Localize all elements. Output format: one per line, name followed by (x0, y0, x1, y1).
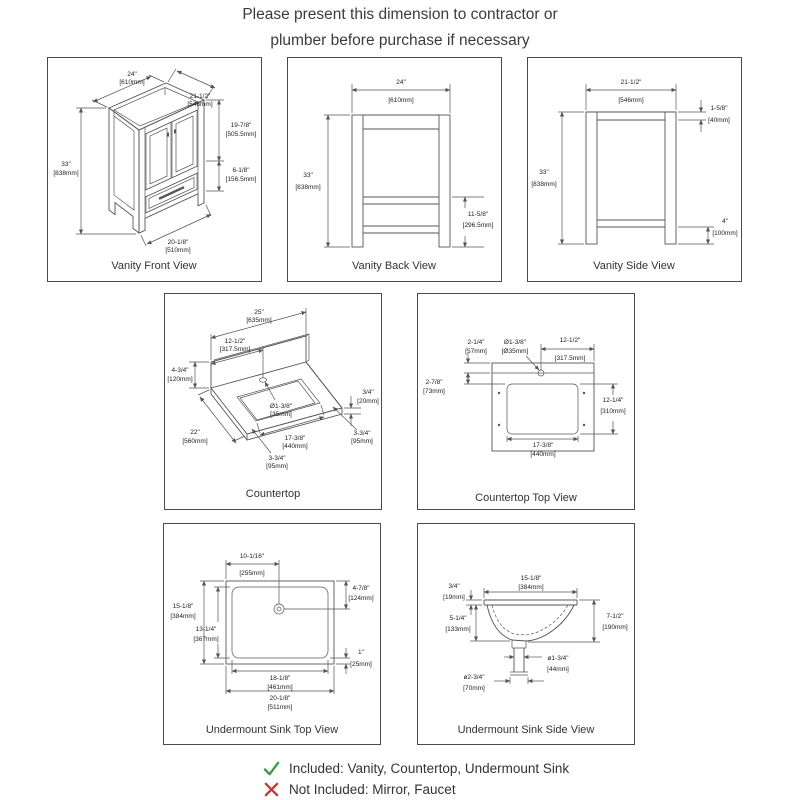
svg-text:[133mm]: [133mm] (445, 626, 471, 633)
svg-text:[838mm]: [838mm] (295, 184, 321, 191)
panel-countertop-top-view (417, 293, 635, 510)
svg-text:19-7/8": 19-7/8" (230, 122, 252, 129)
svg-text:[560mm]: [560mm] (182, 438, 208, 445)
panel-sink-top-view (163, 523, 381, 745)
drain-hole (274, 604, 284, 614)
caption-sink-top: Undermount Sink Top View (205, 724, 339, 736)
svg-text:[255mm]: [255mm] (239, 570, 265, 577)
svg-text:3/4": 3/4" (448, 583, 460, 590)
svg-text:3-3/4": 3-3/4" (353, 430, 371, 437)
countertop-top-drawing (418, 294, 634, 508)
svg-text:[100mm]: [100mm] (712, 230, 738, 237)
svg-text:[317.5mm]: [317.5mm] (554, 355, 586, 362)
dim-ctt-cut-width (507, 436, 578, 458)
left-door-knob (167, 133, 169, 137)
svg-text:[838mm]: [838mm] (53, 170, 79, 177)
svg-text:ø2-3/4": ø2-3/4" (463, 674, 485, 681)
svg-text:[317.5mm]: [317.5mm] (219, 346, 251, 353)
dim-ct-splash (167, 362, 209, 388)
svg-text:12-1/2": 12-1/2" (224, 338, 246, 345)
legend-included (263, 758, 569, 778)
svg-text:24": 24" (396, 79, 406, 86)
caption-vanity-front: Vanity Front View (111, 260, 197, 272)
panel-vanity-back-view (287, 57, 502, 282)
svg-text:[124mm]: [124mm] (348, 595, 374, 602)
svg-text:[511mm]: [511mm] (267, 704, 293, 711)
svg-text:1-5/8": 1-5/8" (710, 105, 728, 112)
svg-text:15-1/8": 15-1/8" (172, 603, 194, 610)
svg-text:[20mm]: [20mm] (357, 398, 379, 405)
svg-text:11-5/8": 11-5/8" (467, 211, 489, 218)
svg-text:[546mm]: [546mm] (618, 97, 644, 104)
legend-included-label: Included: Vanity, Countertop, Undermount Sink (289, 760, 570, 776)
dim-ct-thick (344, 389, 379, 426)
svg-text:[35mm]: [35mm] (270, 411, 292, 418)
svg-text:[40mm]: [40mm] (708, 117, 730, 124)
dim-side-height (531, 112, 584, 244)
dim-back-lower (452, 197, 494, 247)
svg-text:[73mm]: [73mm] (423, 388, 445, 395)
dim-ss-flange (463, 674, 544, 692)
svg-text:3-3/4": 3-3/4" (268, 455, 286, 462)
dim-front-drawer (206, 161, 257, 191)
svg-text:[440mm]: [440mm] (282, 443, 308, 450)
dim-ss-width (484, 575, 577, 598)
svg-text:[19mm]: [19mm] (443, 594, 465, 601)
svg-text:Ø1-3/8": Ø1-3/8" (503, 339, 527, 346)
right-door-knob (174, 129, 176, 133)
dim-back-height (295, 115, 350, 247)
legend (263, 758, 569, 800)
side-frame (586, 112, 676, 244)
svg-text:[120mm]: [120mm] (167, 376, 193, 383)
dim-front-height (53, 108, 136, 234)
svg-text:[610mm]: [610mm] (119, 79, 145, 86)
dim-st-inner-depth (193, 587, 230, 658)
dim-st-rim (330, 648, 372, 674)
caption-sink-side: Undermount Sink Side View (457, 724, 595, 736)
drain-pipe (514, 648, 524, 672)
x-icon (263, 781, 280, 798)
sink-cutout (507, 384, 578, 434)
bowl-outer (487, 605, 574, 641)
svg-text:33": 33" (539, 169, 549, 176)
dim-ct-depth (182, 390, 245, 445)
dim-back-width (352, 79, 450, 113)
caption-countertop: Countertop (245, 488, 301, 500)
svg-text:[156.5mm]: [156.5mm] (225, 176, 257, 183)
svg-text:22": 22" (190, 429, 200, 436)
faucet-hole (260, 378, 267, 382)
svg-text:[461mm]: [461mm] (267, 684, 293, 691)
svg-text:[635mm]: [635mm] (246, 317, 272, 324)
svg-text:10-1/16": 10-1/16" (239, 553, 265, 560)
dim-ct-hole (265, 382, 293, 418)
svg-text:7-1/2": 7-1/2" (606, 613, 624, 620)
svg-text:18-1/8": 18-1/8" (269, 675, 291, 682)
dim-ctt-hole-cut (423, 373, 505, 395)
svg-text:[505.5mm]: [505.5mm] (225, 131, 257, 138)
svg-text:25": 25" (254, 309, 264, 316)
dim-front-door (206, 100, 257, 161)
dim-front-depth (168, 69, 215, 108)
sink-top-outline (226, 581, 334, 664)
vanity-front-drawing (48, 58, 261, 280)
svg-text:1": 1" (358, 649, 364, 656)
caption-vanity-back: Vanity Back View (352, 260, 436, 272)
svg-text:[610mm]: [610mm] (388, 97, 414, 104)
svg-text:[25mm]: [25mm] (350, 661, 372, 668)
cabinet-front-face (139, 100, 204, 233)
svg-text:[57mm]: [57mm] (465, 348, 487, 355)
dim-side-leg (678, 218, 738, 244)
svg-text:[Ø35mm]: [Ø35mm] (501, 348, 529, 355)
check-icon (263, 760, 280, 777)
svg-text:4-7/8": 4-7/8" (352, 585, 370, 592)
svg-text:[546mm]: [546mm] (187, 101, 213, 108)
svg-text:17-3/8": 17-3/8" (284, 435, 306, 442)
svg-text:[190mm]: [190mm] (602, 624, 628, 631)
dim-st-drain-x (226, 553, 279, 604)
svg-text:33": 33" (303, 172, 313, 179)
svg-text:[44mm]: [44mm] (547, 666, 569, 673)
svg-text:4-3/4": 4-3/4" (171, 367, 189, 374)
svg-text:[310mm]: [310mm] (600, 408, 626, 415)
svg-text:6-1/8": 6-1/8" (232, 167, 250, 174)
sink-side-drawing (418, 524, 634, 743)
svg-text:4": 4" (722, 218, 728, 225)
caption-vanity-side: Vanity Side View (593, 260, 675, 272)
dim-st-inner-width (232, 660, 328, 691)
countertop-drawing (165, 294, 381, 508)
svg-text:2-1/4": 2-1/4" (467, 339, 485, 346)
vanity-side-drawing (528, 58, 741, 280)
back-frame (352, 115, 450, 247)
vanity-back-drawing (288, 58, 501, 280)
svg-text:20-1/8": 20-1/8" (167, 239, 189, 246)
svg-text:Ø1-3/8": Ø1-3/8" (269, 403, 293, 410)
svg-text:24": 24" (127, 71, 137, 78)
svg-text:21-1/2": 21-1/2" (620, 79, 642, 86)
header-note (0, 2, 800, 54)
dim-ss-bowl (445, 605, 510, 641)
panel-countertop (164, 293, 382, 510)
svg-text:15-1/8": 15-1/8" (520, 575, 542, 582)
dim-side-depth (586, 79, 676, 110)
header-line-2: plumber before purchase if necessary (270, 32, 530, 49)
svg-text:[70mm]: [70mm] (463, 685, 485, 692)
dim-st-outer-depth (170, 581, 224, 664)
svg-text:33": 33" (61, 161, 71, 168)
dim-ctt-hole (502, 339, 539, 370)
header-line-1: Please present this dimension to contractor or (242, 6, 558, 23)
dim-st-drain-y (284, 581, 374, 609)
panel-vanity-front-view (47, 57, 262, 282)
sink-side-outline (484, 600, 577, 675)
svg-text:12-1/4": 12-1/4" (602, 397, 624, 404)
svg-text:ø1-3/4": ø1-3/4" (547, 655, 569, 662)
svg-text:20-1/8": 20-1/8" (269, 695, 291, 702)
dim-ctt-cut-depth (580, 384, 626, 434)
dim-ctt-hole-offset (541, 337, 594, 370)
svg-text:5-1/4": 5-1/4" (449, 615, 467, 622)
panel-sink-side-view (417, 523, 635, 745)
svg-text:[367mm]: [367mm] (193, 636, 219, 643)
svg-text:[95mm]: [95mm] (351, 438, 373, 445)
bowl-inner (492, 605, 568, 635)
svg-text:21-1/2": 21-1/2" (189, 93, 211, 100)
svg-text:[296.5mm]: [296.5mm] (462, 222, 494, 229)
cabinet-side-face (109, 108, 139, 233)
legend-not-included (263, 779, 569, 799)
caption-countertop-top: Countertop Top View (475, 492, 577, 504)
svg-text:[95mm]: [95mm] (266, 463, 288, 470)
svg-text:12-1/2": 12-1/2" (559, 337, 581, 344)
dim-ss-height (528, 600, 628, 642)
sink-top-drawing (164, 524, 380, 743)
svg-text:[384mm]: [384mm] (170, 613, 196, 620)
dim-side-rail (678, 100, 730, 132)
svg-text:[384mm]: [384mm] (518, 584, 544, 591)
svg-text:[510mm]: [510mm] (165, 247, 191, 254)
svg-text:3/4": 3/4" (362, 389, 374, 396)
dim-ct-hole-offset (211, 338, 263, 378)
legend-not-included-label: Not Included: Mirror, Faucet (289, 781, 456, 797)
svg-text:2-7/8": 2-7/8" (425, 379, 443, 386)
svg-text:17-3/8": 17-3/8" (532, 442, 554, 449)
svg-text:13-1/4": 13-1/4" (195, 626, 217, 633)
svg-text:[440mm]: [440mm] (530, 451, 556, 458)
dim-front-base (141, 205, 211, 254)
dim-ct-margin-right (333, 407, 373, 445)
panel-vanity-side-view (527, 57, 742, 282)
svg-text:[838mm]: [838mm] (531, 181, 557, 188)
